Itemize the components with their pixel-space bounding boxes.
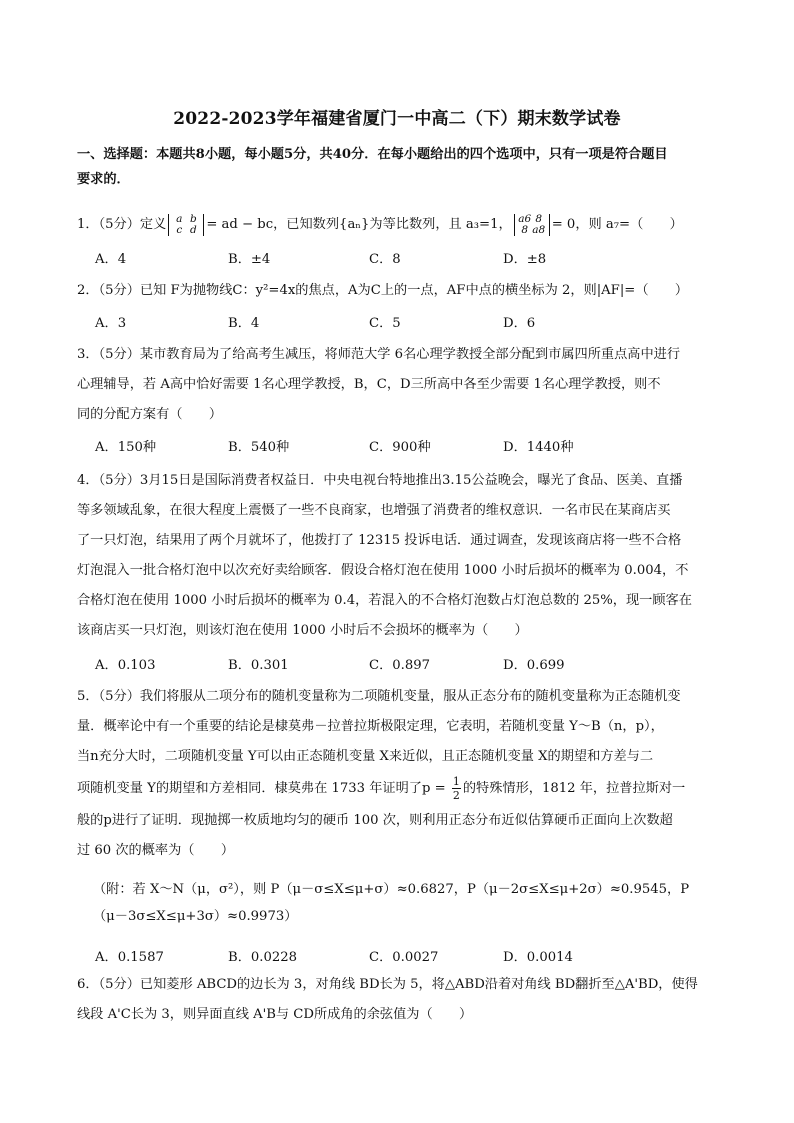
question-5-line-4 <box>77 772 722 806</box>
question-4-line-3: 了一只灯泡，结果用了两个月就坏了，他拨打了 12315 投诉电话．通过调查，发现该商店将一些不合格 <box>77 533 682 548</box>
q3-option-b[interactable]: B．540种 <box>228 440 290 455</box>
question-4-line-2: 等多领域乱象，在很大程度上震慑了一些不良商家，也增强了消费者的维权意识．一名市民在某商店买 <box>77 503 671 518</box>
question-3-line-1: 3．（5分）某市教育局为了给高考生减压，将师范大学 6名心理学教授全部分配到市属四所重点高中进行 <box>77 347 681 362</box>
question-5-note <box>93 876 723 930</box>
section-header-line-1: 一、选择题：本题共8小题，每小题5分，共40分．在每小题给出的四个选项中，只有一项是符合题目 <box>77 147 668 162</box>
question-3-line-3: 同的分配方案有（ ） <box>77 407 223 422</box>
question-5-line-1: 5．（5分）我们将服从二项分布的随机变量称为二项随机变量，服从正态分布的随机变量称为正态随机变 <box>77 689 681 704</box>
question-5-note-line-2: （μ－3σ≤X≤μ+3σ）≈0.9973） <box>93 909 298 924</box>
q5-option-a[interactable]: A．0.1587 <box>95 950 164 965</box>
question-4 <box>77 466 722 646</box>
question-5-line-3: 当n充分大时，二项随机变量 Y可以由正态随机变量 X来近似，且正态随机变量 X的期望和方差与二 <box>77 749 654 764</box>
question-6-line-1: 6．（5分）已知菱形 ABCD的边长为 3，对角线 BD长为 5，将△ABD沿着对角线 BD翻折至△A'BD，使得 <box>77 977 698 992</box>
det-q-a: a6 <box>518 212 532 225</box>
question-6-line-2: 线段 A'C长为 3，则异面直线 A'B与 CD所成角的余弦值为（ ） <box>77 1007 473 1022</box>
det-q-c: 8 <box>521 223 529 236</box>
q5-line4-end: 的特殊情形，1812 年，拉普拉斯对一 <box>462 781 686 796</box>
question-1 <box>77 210 722 240</box>
q2-option-d[interactable]: D．6 <box>503 316 536 331</box>
fraction-numerator: 1 <box>452 775 460 788</box>
determinant-question <box>514 214 550 236</box>
det-def-d: d <box>189 223 197 236</box>
question-3 <box>77 340 722 430</box>
q2-option-a[interactable]: A．3 <box>95 316 127 331</box>
question-5-note-line-1: （附：若 X～N（μ，σ²），则 P（μ－σ≤X≤μ+σ）≈0.6827，P（μ－2σ≤X≤μ+2σ）≈0.9545，P <box>93 882 690 897</box>
q2-option-c[interactable]: C．5 <box>369 316 401 331</box>
q3-option-a[interactable]: A．150种 <box>95 440 157 455</box>
exam-title: 2022-2023学年福建省厦门一中高二（下）期末数学试卷 <box>173 109 621 129</box>
q1-option-a[interactable]: A．4 <box>95 252 127 267</box>
q1-option-b[interactable]: B．±4 <box>228 252 271 267</box>
q5-option-d[interactable]: D．0.0014 <box>503 950 573 965</box>
q1-mid: = ad − bc，已知数列{aₙ}为等比数列，且 a₃=1， <box>206 217 512 232</box>
det-q-b: 8 <box>535 212 543 225</box>
section-header-line-2: 要求的． <box>77 172 130 187</box>
question-3-options <box>95 436 715 458</box>
q3-option-d[interactable]: D．1440种 <box>503 440 574 455</box>
q5-option-b[interactable]: B．0.0228 <box>228 950 298 965</box>
det-def-c: c <box>176 223 183 236</box>
question-4-line-1: 4．（5分）3月15日是国际消费者权益日．中央电视台特地推出3.15公益晚会，曝光了食品、医美、直播 <box>77 473 683 488</box>
question-5-line-2: 量．概率论中有一个重要的结论是棣莫弗－拉普拉斯极限定理，它表明，若随机变量 Y～B（n，p）， <box>77 719 664 734</box>
q4-option-c[interactable]: C．0.897 <box>369 658 431 673</box>
q1-option-c[interactable]: C．8 <box>369 252 401 267</box>
q5-option-c[interactable]: C．0.0027 <box>369 950 439 965</box>
section-header <box>77 142 717 192</box>
q5-frac-prefix: p = <box>421 781 450 796</box>
q1-suffix: = 0，则 a₇=（ ） <box>551 217 683 232</box>
question-5-line-6: 过 60 次的概率为（ ） <box>77 843 235 858</box>
fraction-one-half <box>452 775 461 802</box>
question-1-text <box>77 210 722 240</box>
q1-prefix: 1．（5分）定义 <box>77 217 167 232</box>
q4-option-d[interactable]: D．0.699 <box>503 658 565 673</box>
question-2 <box>77 276 722 306</box>
question-2-text: 2．（5分）已知 F为抛物线C：y²=4x的焦点，A为C上的一点，AF中点的横坐标为 2，则|AF|=（ ） <box>77 283 689 298</box>
question-4-line-5: 合格灯泡在使用 1000 小时后损坏的概率为 0.4，若混入的不合格灯泡数占灯泡总数的 25%，现一顾客在 <box>77 593 692 608</box>
question-3-line-2: 心理辅导，若 A高中恰好需要 1名心理学教授，B，C，D三所高中各至少需要 1名心理学教授，则不 <box>77 377 661 392</box>
question-1-options <box>95 248 715 270</box>
question-6 <box>77 970 722 1030</box>
q2-option-b[interactable]: B．4 <box>228 316 260 331</box>
q5-line4-start: 项随机变量 Y的期望和方差相同．棣莫弗在 1733 年证明了 <box>77 781 422 796</box>
det-q-d: a8 <box>532 223 546 236</box>
q1-option-d[interactable]: D．±8 <box>503 252 547 267</box>
question-5-options <box>95 946 715 968</box>
determinant-definition <box>168 214 204 236</box>
question-5 <box>77 682 722 866</box>
det-def-b: b <box>189 212 197 225</box>
fraction-denominator: 2 <box>452 789 460 802</box>
det-def-a: a <box>176 212 183 225</box>
q4-option-b[interactable]: B．0.301 <box>228 658 289 673</box>
question-2-options <box>95 312 715 334</box>
q3-option-c[interactable]: C．900种 <box>369 440 431 455</box>
question-5-line-5: 般的p进行了证明．现抛掷一枚质地均匀的硬币 100 次，则利用正态分布近似估算硬币正面向上次数超 <box>77 813 673 828</box>
question-4-line-6: 该商店买一只灯泡，则该灯泡在使用 1000 小时后不会损坏的概率为（ ） <box>77 623 528 638</box>
question-4-options <box>95 654 715 676</box>
q4-option-a[interactable]: A．0.103 <box>95 658 156 673</box>
question-4-line-4: 灯泡混入一批合格灯泡中以次充好卖给顾客．假设合格灯泡在使用 1000 小时后损坏的概率为 0.004，不 <box>77 563 689 578</box>
